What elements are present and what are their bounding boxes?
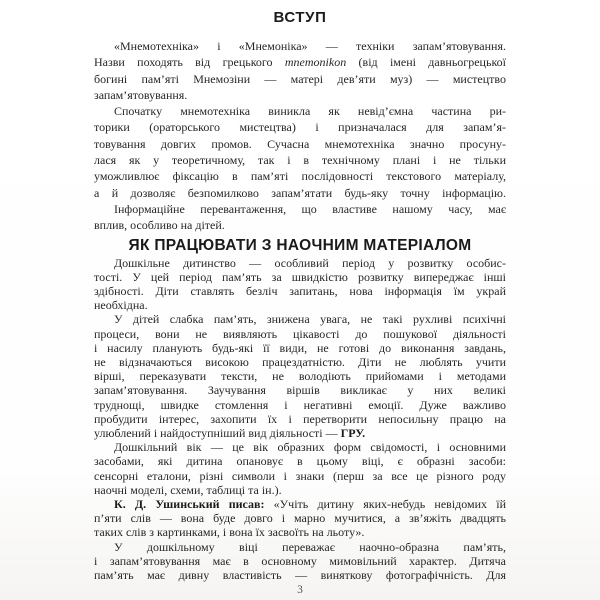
text-line: товування довгих промов. Сучасна мнемотехніка значно просуну- — [94, 136, 506, 151]
text-line: Назви походять від грецького mnemonikon (від імені давньогрецької — [94, 55, 506, 70]
paragraph — [94, 312, 506, 440]
text-line: улюблений і найдоступніший вид діяльності — ГРУ. — [94, 426, 366, 440]
text-line: не відзначаються високою працездатністю. Діти не люблять учити — [94, 354, 506, 369]
text-line: Дошкільне дитинство — особливий період у розвитку особис- — [114, 255, 506, 270]
text-line: запам’ятовування. Заучування віршів викликає у них великі — [94, 383, 506, 398]
text-line: труднощі, швидке стомлення і негативні емоції. Дуже важливо — [94, 397, 506, 412]
text-line: таких слів з картинками, і вона їх засвоїть на льоту». — [94, 525, 365, 540]
text-line: сенсорні еталони, різні символи і знаки (перш за все це різного роду — [94, 468, 506, 483]
page-number: 3 — [297, 584, 303, 596]
text-line: пробудити інтерес, захопити їх і перетворити непосильну працю на — [94, 411, 506, 426]
text-line: і насилу планують будь-які її види, не готові до виконання завдань, — [94, 340, 506, 355]
text-line: п’яти слів — вона буде довго і марно мучитися, а зв’яжіть двадцять — [94, 511, 506, 526]
paragraph — [94, 540, 506, 583]
text-line: процеси, вони не виявляють цікавості до пошукової діяльності — [94, 326, 506, 341]
chapter-title: ВСТУП — [273, 9, 327, 26]
text-line: вірші, переказувати тексти, не володіють прийомами і методами — [94, 369, 506, 384]
text-line: уможливлює фіксацію в пам’яті послідовності текстового матеріалу, — [94, 169, 506, 184]
text-line: запам’ятовування. — [94, 87, 188, 102]
text-line: наочні моделі, схеми, таблиці та ін.). — [94, 482, 282, 497]
intro-text-block — [94, 38, 506, 234]
text-line: вплив, особливо на дітей. — [94, 218, 225, 233]
text-line: Дошкільний вік — це вік образних форм свідомості, і основними — [114, 440, 506, 455]
paragraph — [94, 38, 506, 103]
paragraph — [94, 201, 506, 234]
text-line: пам’ять має дивну властивість — виняткову фотографічність. Для — [94, 568, 506, 583]
text-line: торики (ораторського мистецтва) і призначалася для запам’я- — [94, 120, 506, 135]
text-line: тості. У цей період пам’ять за швидкістю розвитку випереджає інші — [94, 269, 506, 284]
text-line: «Мнемотехніка» і «Мнемоніка» — техніки запам’ятовування. — [114, 39, 506, 53]
text-line: здібності. Діти ставлять безліч запитань, нова інформація їм украй — [94, 283, 506, 298]
paragraph — [94, 256, 506, 313]
text-line: необхідна. — [94, 298, 148, 313]
text-line: К. Д. Ушинський писав: «Учіть дитину яких-небудь невідомих їй — [114, 497, 506, 512]
section-heading: ЯК ПРАЦЮВАТИ З НАОЧНИМ МАТЕРІАЛОМ — [128, 236, 472, 254]
text-line: У дітей слабка пам’ять, знижена увага, не такі рухливі психічні — [114, 312, 506, 327]
text-line: богині пам’яті Мнемозіни — матері дев’яти муз) — мистецтво — [94, 71, 506, 86]
text-line: Спочатку мнемотехніка виникла як невід’ємна частина ри- — [114, 104, 506, 119]
paragraph — [94, 440, 506, 497]
text-line: лася як у теоретичному, так і в технічному плані і не тільки — [94, 153, 506, 168]
section-text-block — [94, 256, 506, 583]
text-line: і запам’ятовування має в основному мимовільний характер. Дитяча — [94, 553, 506, 568]
text-line: Інформаційне перевантаження, що властиве нашому часу, має — [114, 201, 506, 216]
paragraph — [94, 497, 506, 540]
text-line: а й дозволяє безпомилково запам’ятати будь-яку точну інформацію. — [94, 185, 506, 200]
paragraph — [94, 103, 506, 201]
text-line: засобами, які дитина опановує в цьому віці, є образні засоби: — [94, 454, 506, 469]
text-line: У дошкільному віці переважає наочно-образна пам’ять, — [114, 539, 506, 554]
